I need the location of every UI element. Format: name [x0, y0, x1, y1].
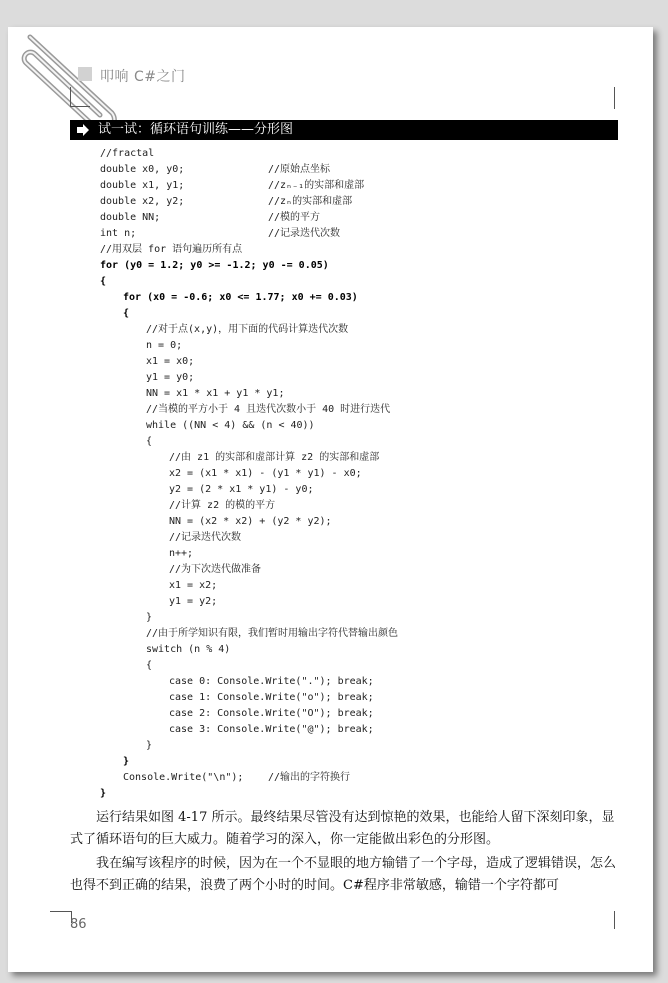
code-line: [100, 594, 398, 610]
code-text: //fractal: [100, 148, 155, 159]
code-line: [100, 530, 398, 546]
code-text: double x0, y0;: [100, 164, 185, 175]
section-title: 试一试：循环语句训练——分形图: [98, 122, 294, 137]
code-text: while ((NN < 4) && (n < 40)): [146, 420, 315, 431]
code-line: [100, 242, 398, 258]
code-text: //计算 z2 的模的平方: [169, 500, 276, 511]
code-line: [100, 786, 398, 802]
code-line: [100, 690, 398, 706]
code-line: [100, 578, 398, 594]
code-block: [100, 146, 398, 802]
code-comment: //输出的字符换行: [268, 772, 351, 783]
code-text: y1 = y0;: [146, 372, 195, 383]
code-text: double x1, y1;: [100, 180, 185, 191]
code-text: {: [123, 308, 130, 319]
code-text: }: [123, 756, 130, 767]
code-line: [100, 514, 398, 530]
code-line: [100, 610, 398, 626]
code-line: [100, 658, 398, 674]
code-comment: //zₙ的实部和虚部: [268, 196, 353, 207]
arrow-right-icon: [76, 120, 90, 147]
code-line: [100, 754, 398, 770]
code-text: n = 0;: [146, 340, 183, 351]
code-line: [100, 626, 398, 642]
code-line: [100, 674, 398, 690]
header-square-icon: [78, 67, 92, 81]
code-text: }: [100, 788, 107, 799]
code-text: //用双层 for 语句遍历所有点: [100, 244, 243, 255]
code-line: [100, 402, 398, 418]
code-text: y2 = (2 * x1 * y1) - y0;: [169, 484, 314, 495]
code-line: [100, 434, 398, 450]
code-text: {: [100, 276, 107, 287]
code-text: NN = x1 * x1 + y1 * y1;: [146, 388, 285, 399]
paragraph-2: 我在编写该程序的时候，因为在一个不显眼的地方输错了一个字母，造成了逻辑错误，怎么也得不到正确的结果，浪费了两个小时的时间。C#程序非常敏感，输错一个字符都可: [70, 856, 617, 893]
code-line: [100, 146, 398, 162]
code-line: [100, 418, 398, 434]
footer-right-mark: [614, 911, 615, 929]
code-text: Console.Write("\n");: [123, 772, 244, 783]
code-line: [100, 162, 398, 178]
code-text: //对于点(x,y)，用下面的代码计算迭代次数: [146, 324, 349, 335]
code-text: int n;: [100, 228, 137, 239]
section-title-bar: [70, 120, 618, 140]
code-text: //由于所学知识有限，我们暂时用输出字符代替输出颜色: [146, 628, 399, 639]
code-line: [100, 354, 398, 370]
code-text: x1 = x0;: [146, 356, 195, 367]
code-text: n++;: [169, 548, 194, 559]
code-text: for (x0 = -0.6; x0 <= 1.77; x0 += 0.03): [123, 292, 358, 303]
code-line: [100, 338, 398, 354]
code-line: [100, 322, 398, 338]
header-right-mark: [614, 87, 615, 109]
code-line: [100, 210, 398, 226]
code-comment: //zₙ₋₁的实部和虚部: [268, 180, 365, 191]
code-line: [100, 770, 398, 786]
code-text: x2 = (x1 * x1) - (y1 * y1) - x0;: [169, 468, 362, 479]
code-text: for (y0 = 1.2; y0 >= -1.2; y0 -= 0.05): [100, 260, 329, 271]
code-line: [100, 178, 398, 194]
code-text: switch (n % 4): [146, 644, 231, 655]
code-line: [100, 482, 398, 498]
code-text: x1 = x2;: [169, 580, 218, 591]
code-line: [100, 290, 398, 306]
code-line: [100, 226, 398, 242]
book-page: [8, 27, 653, 972]
page-number: 86: [70, 917, 87, 932]
code-line: [100, 546, 398, 562]
header-corner-mark: [70, 106, 90, 107]
header-corner-mark: [70, 87, 71, 107]
header-title: 叩响 C#之门: [100, 69, 186, 85]
code-text: NN = (x2 * x2) + (y2 * y2);: [169, 516, 332, 527]
paragraph-1: 运行结果如图 4-17 所示。最终结果尽管没有达到惊艳的效果，也能给人留下深刻印象，显式了循环语句的巨大威力。随着学习的深入，你一定能做出彩色的分形图。: [70, 810, 615, 847]
code-comment: //原始点坐标: [268, 164, 331, 175]
code-text: }: [146, 740, 153, 751]
code-line: [100, 450, 398, 466]
code-line: [100, 258, 398, 274]
code-text: {: [146, 436, 153, 447]
code-text: case 0: Console.Write("."); break;: [169, 676, 374, 687]
code-text: }: [146, 612, 153, 623]
code-text: double NN;: [100, 212, 161, 223]
code-text: //当模的平方小于 4 且迭代次数小于 40 时进行迭代: [146, 404, 391, 415]
code-text: //为下次迭代做准备: [169, 564, 262, 575]
code-comment: //记录迭代次数: [268, 228, 341, 239]
code-line: [100, 498, 398, 514]
code-text: //记录迭代次数: [169, 532, 242, 543]
code-text: case 3: Console.Write("@"); break;: [169, 724, 374, 735]
code-line: [100, 370, 398, 386]
code-line: [100, 706, 398, 722]
code-text: y1 = y2;: [169, 596, 218, 607]
code-line: [100, 722, 398, 738]
code-line: [100, 274, 398, 290]
code-text: //由 z1 的实部和虚部计算 z2 的实部和虚部: [169, 452, 380, 463]
code-line: [100, 386, 398, 402]
code-line: [100, 562, 398, 578]
code-text: double x2, y2;: [100, 196, 185, 207]
code-text: case 2: Console.Write("O"); break;: [169, 708, 374, 719]
code-line: [100, 306, 398, 322]
code-line: [100, 738, 398, 754]
code-comment: //模的平方: [268, 212, 321, 223]
code-line: [100, 194, 398, 210]
code-text: case 1: Console.Write("o"); break;: [169, 692, 374, 703]
code-text: {: [146, 660, 153, 671]
footer-corner-mark: [50, 911, 72, 912]
code-line: [100, 642, 398, 658]
code-line: [100, 466, 398, 482]
